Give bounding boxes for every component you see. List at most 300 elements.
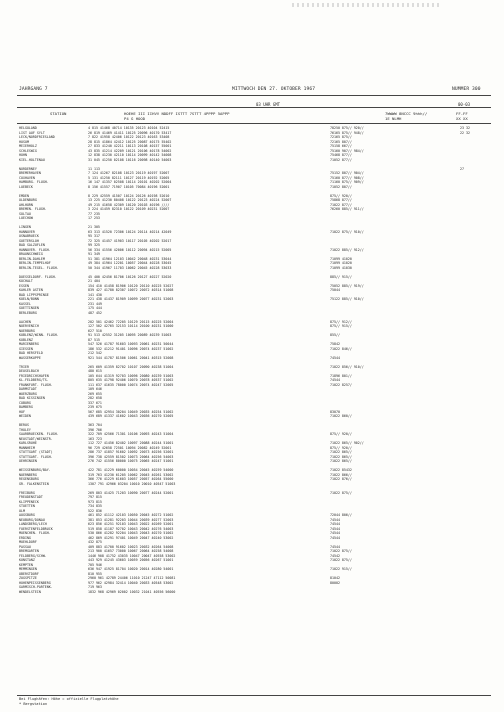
station-extra: 75122 885// 910//: [330, 297, 364, 301]
station-name: BAD HERSFELD: [19, 351, 43, 355]
station-extra: 74544: [330, 531, 340, 535]
station-data: 396 738 42559 81502 10073 20064 40256 54003: [88, 454, 174, 459]
station-data: 26 819 41469 41411 10125 20096 40170 53417: [88, 130, 172, 135]
station-data: 286 737 41857 91602 10092 20073 40256 52001: [88, 450, 174, 454]
station-name: HOHN: [19, 153, 27, 157]
station-extra: 71022 866//: [330, 472, 352, 477]
table-row: [0, 519, 504, 523]
table-row: [0, 168, 504, 172]
station-name: FRIEDRICHSHAFEN: [19, 373, 49, 378]
table-row: [0, 564, 504, 568]
station-extra: 75052 885// 919//: [330, 283, 364, 288]
table-row: [0, 132, 504, 136]
table-row: [0, 330, 504, 334]
station-name: KOBLENZ/WINN. FLUGH.: [19, 333, 59, 337]
station-name: NEUSTADT/WEINSTR.: [19, 436, 53, 441]
station-name: MUEHLDORF: [19, 540, 37, 544]
station-data: 636 947 41925 81704 10020 20014 40280 54001: [88, 567, 174, 571]
column-right-line-2: 1E NLMH: [385, 116, 402, 121]
station-extra: 74544: [330, 378, 340, 382]
station-data: 1446 908 41752 43035 10047 20047 40558 53002: [88, 553, 176, 558]
table-row: [0, 523, 504, 527]
station-extra: 74544: [330, 355, 340, 360]
station-extra: 71022 877//: [330, 202, 352, 207]
station-extra: 76165 875// 948//: [330, 130, 364, 135]
table-row: [0, 469, 504, 473]
station-extra: 71099 41020: [330, 261, 352, 265]
table-row: [0, 591, 504, 595]
station-name: SAARBRUECKEN. FLUGH.: [19, 432, 59, 436]
station-extra: 75468 877//: [330, 153, 352, 157]
station-name: LANDSBERG/LECH: [19, 522, 47, 526]
table-row: [0, 496, 504, 500]
station-extra: 72165 807//: [330, 139, 352, 144]
station-data: 366 776 41229 61603 10057 20057 40264 55000: [88, 477, 174, 481]
table-row: [0, 424, 504, 428]
station-data: 480 615: [88, 369, 102, 373]
station-data: 77 235: [88, 211, 100, 216]
station-extra: 71052 807//: [330, 184, 352, 189]
station-name: ZUGSPITZE: [19, 576, 37, 580]
station-data: 96 729 42658 72501 10094 20082 40249 52001: [88, 445, 172, 450]
station-data: 921 544 41787 81506 10061 20041 40315 52008: [88, 355, 174, 360]
station-extra: 71022 875//: [330, 558, 352, 562]
station-name: LUECHOW: [19, 216, 33, 220]
station-data: 109 646: [88, 387, 102, 391]
table-row: [0, 550, 504, 554]
footer-rule: [17, 695, 491, 696]
station-name: FREIBURG: [19, 490, 35, 495]
station-extra: 74542: [330, 553, 340, 558]
table-row: [0, 348, 504, 352]
station-extra: 71099 41020: [330, 256, 352, 261]
station-name: STUTTGART (STADT): [19, 450, 53, 454]
table-row: [0, 573, 504, 577]
table-row: [0, 429, 504, 433]
station-data: 409 883 41700 91602 10023 20032 40264 54008: [88, 544, 174, 549]
station-data: 91 513 42552 31205 10095 20089 40239 51003: [88, 333, 172, 337]
table-row: [0, 213, 504, 217]
table-row: [0, 204, 504, 208]
table-row: [0, 582, 504, 586]
table-row: [0, 312, 504, 316]
station-data: 231 449: [88, 301, 102, 306]
station-name: BERLIN-TEMPELHOF: [19, 261, 51, 265]
station-extra: 75868 877//: [330, 198, 352, 202]
station-name: LUEBECK: [19, 184, 33, 189]
table-row: [0, 492, 504, 496]
station-name: BAD LIPPSPRINGE: [19, 292, 49, 297]
station-name: STOETTEN: [19, 504, 35, 508]
table-row: [0, 541, 504, 545]
station-data: 21 305: [88, 225, 100, 229]
table-row: [0, 294, 504, 298]
table-row: [0, 559, 504, 563]
station-data: 623 856 41251 92103 10043 20022 40269 52001: [88, 522, 174, 526]
station-data: 63 313 41520 72306 10124 20114 40214 42049: [88, 229, 172, 234]
station-data: 276 742 41556 80000 10075 20065 40247 51001: [88, 459, 174, 463]
table-row: [0, 366, 504, 370]
table-row: [0, 258, 504, 262]
column-header-rule-top: [17, 107, 491, 108]
station-extra: 74544: [330, 517, 340, 522]
station-name: WENDELSTEIN: [19, 589, 41, 594]
station-data: 1307 791 42966 03204 10010 20010 40547 51003: [88, 481, 176, 486]
station-name: LINGEN: [19, 225, 31, 229]
station-extra: 78250 875// 920//: [330, 126, 364, 130]
table-row: [0, 177, 504, 181]
station-data: 839 427 41780 82307 10072 20072 40314 51008: [88, 288, 174, 292]
column-main-line-2: P4 G HOOD: [124, 116, 146, 121]
station-data: 462 869 41291 97401 10049 20047 40240 53002: [88, 535, 174, 540]
station-data: 461 852 41112 42103 10050 20045 40272 51002: [88, 513, 174, 517]
station-name: MUENCHEN. FLUGH.: [19, 531, 51, 535]
observation-time: 03 UHR GMT: [256, 102, 281, 107]
station-name: FELDBERG/SCHW.: [19, 553, 47, 558]
station-name: HELGOLAND: [19, 126, 37, 130]
table-row: [0, 181, 504, 185]
station-name: BRAUNSCHWEIG: [19, 252, 43, 256]
station-extra: 83070: [330, 409, 340, 414]
station-data: 8 156 41557 71907 10105 70084 40196 52001: [88, 184, 170, 189]
table-row: [0, 249, 504, 253]
table-row: [0, 150, 504, 154]
station-name: STUTTGART. FLUGH.: [19, 454, 53, 459]
station-data: 265 609 41359 82702 10107 20090 40238 51004: [88, 364, 174, 369]
station-name: KEMPTEN: [19, 562, 33, 567]
station-name: DUESSELDORF. FLUGH.: [19, 274, 57, 279]
station-name: LIST AUF SYLT: [19, 130, 45, 135]
station-data: 212 542: [88, 351, 102, 355]
table-row: [0, 271, 504, 275]
table-row: [0, 231, 504, 235]
table-row: [0, 240, 504, 244]
table-row: [0, 285, 504, 289]
table-row: [0, 325, 504, 329]
table-row: [0, 339, 504, 343]
station-name: BAD SALZUFLEN: [19, 243, 45, 247]
table-row: [0, 280, 504, 284]
table-row: [0, 478, 504, 482]
table-row: [0, 145, 504, 149]
station-name: SOLTAU: [19, 211, 31, 216]
table-row: [0, 159, 504, 163]
station-data: 439 689 41337 41602 10043 20036 40270 52005: [88, 414, 174, 418]
station-extra: 875// 912//: [330, 319, 352, 324]
station-data: 519 858 41187 92702 10043 20042 40276 54003: [88, 526, 174, 531]
station-data: 31 045 41250 02108 10116 20098 40140 54003: [88, 157, 172, 162]
table-row: [0, 438, 504, 442]
table-row: [0, 487, 504, 491]
table-row: [0, 289, 504, 293]
station-name: HUSUM: [19, 139, 29, 144]
station-data: 1832 968 42969 02002 10032 21041 40556 56000: [88, 589, 176, 594]
station-name: KIEL-HOLTENAU: [19, 157, 45, 162]
station-data: 705 946: [88, 562, 102, 567]
station-data: 422 781 41229 60000 10054 20045 40259 54000: [88, 468, 174, 472]
station-name: BREMGARTEN: [19, 549, 39, 553]
station-name: AHLHORN: [19, 202, 33, 207]
station-data: 530 866 41282 92204 10043 20043 40270 51002: [88, 531, 174, 535]
station-extra: 875// 920//: [330, 432, 352, 436]
station-name: GARMISCH-PARTENK.: [19, 585, 53, 589]
table-row: [0, 172, 504, 176]
page-code: 00-03: [458, 102, 471, 107]
station-wind: 27: [460, 166, 464, 171]
station-data: 141 430: [88, 292, 102, 297]
station-name: MANNHEIM: [19, 445, 35, 450]
station-name: EMDEN: [19, 193, 29, 198]
station-name: BERUS: [19, 423, 29, 427]
station-data: 221 438 41437 81909 10099 20077 40231 52003: [88, 297, 174, 301]
station-data: 99 325: [88, 243, 100, 247]
station-name: BREMERHAVEN: [19, 171, 41, 175]
station-extra: 875// 920//: [330, 445, 352, 450]
station-extra: 75152 807// 904//: [330, 171, 364, 175]
station-data: 12 838 41230 42110 10114 20099 40142 54008: [88, 153, 172, 157]
station-data: 627 510: [88, 328, 102, 333]
table-row: [0, 451, 504, 455]
station-data: 734 835: [88, 504, 102, 508]
station-data: 11 113: [88, 166, 100, 171]
table-row: [0, 460, 504, 464]
station-name: WUERZBURG: [19, 391, 37, 396]
station-name: GIESSEN: [19, 346, 33, 351]
table-row: [0, 298, 504, 302]
station-data: 973 815: [88, 499, 102, 504]
table-row: [0, 352, 504, 356]
station-data: 105 644 41319 92703 10096 20080 40239 51003: [88, 373, 174, 378]
station-name: KARLSRUHE: [19, 441, 37, 445]
station-wind: 22 32: [460, 130, 470, 135]
station-extra: 71099 41030: [330, 265, 352, 270]
table-row: [0, 510, 504, 514]
table-row: [0, 384, 504, 388]
scan-artifact: [292, 3, 442, 7]
station-data: 49 215 41658 42309 10120 20103 40196 ////: [88, 202, 170, 207]
table-row: [0, 267, 504, 271]
station-extra: 75160 877// 908//: [330, 175, 364, 180]
station-name: NEUBURG/DONAU: [19, 517, 45, 522]
column-far-line-1: FF-FF: [456, 111, 468, 116]
station-data: 432 875: [88, 540, 102, 544]
table-row: [0, 532, 504, 536]
station-name: KOBLENZ: [19, 337, 33, 342]
station-name: NUERBURG: [19, 328, 35, 333]
station-data: 163 723: [88, 436, 102, 441]
station-data: 56 334 41556 42006 10112 20094 40215 52005: [88, 247, 172, 252]
table-row: [0, 456, 504, 460]
station-name: BERLIN-DAHLEM: [19, 256, 45, 261]
station-name: ULM: [19, 508, 25, 513]
table-row: [0, 397, 504, 401]
column-right-codes: [385, 111, 427, 121]
station-data: 977 962 42984 32414 10040 20033 40548 53002: [88, 580, 174, 585]
footer-legend: * Bergstation: [19, 702, 48, 706]
table-row: [0, 334, 504, 338]
station-data: 213 900 41657 73000 10067 20064 40258 54008: [88, 549, 174, 553]
table-row: [0, 388, 504, 392]
table-row: [0, 447, 504, 451]
table-row: [0, 474, 504, 478]
station-name: KOCHALT: [19, 279, 33, 283]
station-data: 27 833 41240 42211 10113 20108 40157 55001: [88, 144, 172, 148]
table-row: [0, 528, 504, 532]
station-data: 49 384 41964 12201 10057 20044 40228 53045: [88, 261, 172, 265]
station-extra: 74544: [330, 522, 340, 526]
station-name: KL.FELDBERG/TS.: [19, 378, 49, 382]
table-row: [0, 415, 504, 419]
station-name: KOELN/BONN: [19, 297, 39, 301]
station-name: COBURG: [19, 400, 31, 405]
station-name: WASSERKUPPE: [19, 355, 41, 360]
station-data: 95 317: [88, 234, 100, 238]
station-extra: 875// 920//: [330, 193, 352, 198]
station-name: FUERSTENFELDBRUCK: [19, 526, 53, 531]
station-data: 112 727 41456 82402 10097 20088 40244 51001: [88, 441, 174, 445]
table-row: [0, 127, 504, 131]
station-extra: 76260 885// 911//: [330, 207, 364, 211]
table-row: [0, 483, 504, 487]
station-name: OBERSTDORF: [19, 571, 39, 576]
volume-label: JAHRGANG 7: [19, 87, 48, 92]
station-data: 111 637 41635 78000 10074 20074 40247 52005: [88, 382, 174, 387]
station-data: 719 963: [88, 585, 102, 589]
column-station: STATION: [50, 111, 67, 116]
station-data: 186 532 41212 91401 10096 20074 40237 51002: [88, 346, 174, 351]
station-data: 319 763 41230 61205 10062 20045 40261 53002: [88, 472, 174, 477]
station-extra: 71022 865// 902//: [330, 441, 364, 445]
station-data: 91 349: [88, 252, 100, 256]
station-name: BAD KISSINGEN: [19, 396, 45, 400]
table-row: [0, 208, 504, 212]
table-row: [0, 411, 504, 415]
station-data: 396 706: [88, 427, 102, 432]
station-data: 797 815: [88, 495, 102, 499]
station-name: TRIER: [19, 364, 29, 369]
station-data: 810 955: [88, 571, 102, 576]
station-data: 154 410 41458 81906 10120 20110 40225 52027: [88, 283, 174, 288]
station-name: HAMBURG. FLUGH.: [19, 180, 49, 184]
table-row: [0, 226, 504, 230]
table-row: [0, 235, 504, 239]
table-row: [0, 303, 504, 307]
table-row: [0, 546, 504, 550]
station-data: 522 836: [88, 508, 102, 513]
station-data: 4 815 41468 40714 10135 20123 40104 52415: [88, 126, 170, 130]
station-data: 87 515: [88, 337, 100, 342]
station-extra: 71160 875// 909//: [330, 180, 364, 184]
station-name: OEHRINGEN: [19, 459, 37, 463]
station-data: 282 658: [88, 396, 102, 400]
station-data: 21 404: [88, 279, 100, 283]
station-data: 381 853 41281 92203 10044 20039 40277 52003: [88, 517, 174, 522]
station-data: 337 671: [88, 400, 102, 405]
station-data: 13 225 41230 80408 10122 20123 40224 52007: [88, 198, 172, 202]
station-name: OLDENBURG: [19, 198, 37, 202]
station-name: OSNABRUECK: [19, 234, 39, 238]
station-name: BERLIN-TEGEL. FLUGH.: [19, 265, 59, 270]
table-row: [0, 375, 504, 379]
station-extra: 885// 915//: [330, 274, 352, 279]
station-extra: 71022 856// 910//: [330, 364, 364, 369]
station-extra: 71022 8257/: [330, 382, 352, 387]
station-data: 51 381 41964 12103 10042 20048 40231 53044: [88, 256, 172, 261]
table-row: [0, 217, 504, 221]
station-name: KASSEL: [19, 301, 31, 306]
station-name: GUETERSLOH: [19, 238, 39, 243]
table-row: [0, 433, 504, 437]
station-extra: 855//: [330, 333, 340, 337]
station-data: 17 253: [88, 216, 100, 220]
table-row: [0, 141, 504, 145]
table-row: [0, 357, 504, 361]
station-extra: 74544: [330, 535, 340, 540]
station-data: 16 147 41357 02508 10114 20101 40202 52004: [88, 180, 172, 184]
station-name: BAMBERG: [19, 405, 33, 409]
station-name: ESSEN: [19, 283, 29, 288]
station-extra: 81042: [330, 576, 340, 580]
table-row: [0, 136, 504, 140]
station-extra: 71022 846//: [330, 346, 352, 351]
station-data: 7 822 41958 42406 10122 20123 40163 53408: [88, 135, 170, 139]
header-rule: [17, 95, 491, 96]
station-name: NORDERNEY: [19, 166, 37, 171]
column-far-codes: [456, 111, 468, 121]
footer-note: Bei Flughäfen: Höhe = offizielle Flugplatzhöhe: [19, 697, 119, 701]
station-data: 2960 961 42789 24406 11010 21247 47112 50081: [88, 576, 176, 580]
station-name: HANNOVER. FLUGH.: [19, 247, 51, 252]
station-extra: 71022 865//: [330, 450, 352, 454]
station-name: WEISSENBURG/BAY.: [19, 468, 51, 472]
station-name: GR. FALKENSTEIN: [19, 481, 49, 486]
table-row: [0, 379, 504, 383]
station-data: 127 502 42765 32153 10114 20100 40231 51000: [88, 324, 174, 328]
station-data: 43 835 41214 42209 10121 20106 40178 54002: [88, 148, 172, 153]
station-name: HOHENPEISSENBERG: [19, 580, 51, 585]
station-data: 5 131 41250 82111 10127 20119 40192 52005: [88, 175, 170, 180]
station-name: MEMMINGEN: [19, 567, 37, 571]
column-main-line-1: HOEHE III IIHVV NDDFF ISTTT 7STTT 4PPPP 5APPP: [124, 111, 230, 116]
table-row: [0, 555, 504, 559]
table-row: [0, 393, 504, 397]
station-extra: 74544: [330, 526, 340, 531]
station-name: ERDING: [19, 535, 31, 540]
station-extra: 75044: [330, 288, 340, 292]
table-row: [0, 537, 504, 541]
table-row: [0, 262, 504, 266]
column-header-rule-bottom: [17, 123, 491, 124]
station-name: BREMEN. FLUGH.: [19, 207, 47, 211]
station-name: KONSTANZ: [19, 558, 35, 562]
station-extra: 72044 806//: [330, 513, 352, 517]
station-extra: 80002: [330, 580, 340, 585]
station-name: PASSAU: [19, 544, 31, 549]
table-row: [0, 316, 504, 320]
column-main-codes: [124, 111, 229, 121]
station-data: 487 452: [88, 310, 102, 315]
station-wind: 23 32: [460, 126, 470, 130]
table-row: [0, 343, 504, 347]
station-data: 805 635 41798 92406 10070 20078 40537 51002: [88, 378, 174, 382]
column-far-line-2: XX XX: [456, 116, 468, 121]
station-extra: 75158 667//: [330, 144, 352, 148]
issue-number: NUMMER 300: [452, 87, 481, 92]
station-data: 547 526 41787 91603 10093 20061 40231 50044: [88, 342, 174, 346]
table-row: [0, 154, 504, 158]
station-name: SCHLESWIG: [19, 148, 37, 153]
station-extra: 71022 875//: [330, 549, 352, 553]
